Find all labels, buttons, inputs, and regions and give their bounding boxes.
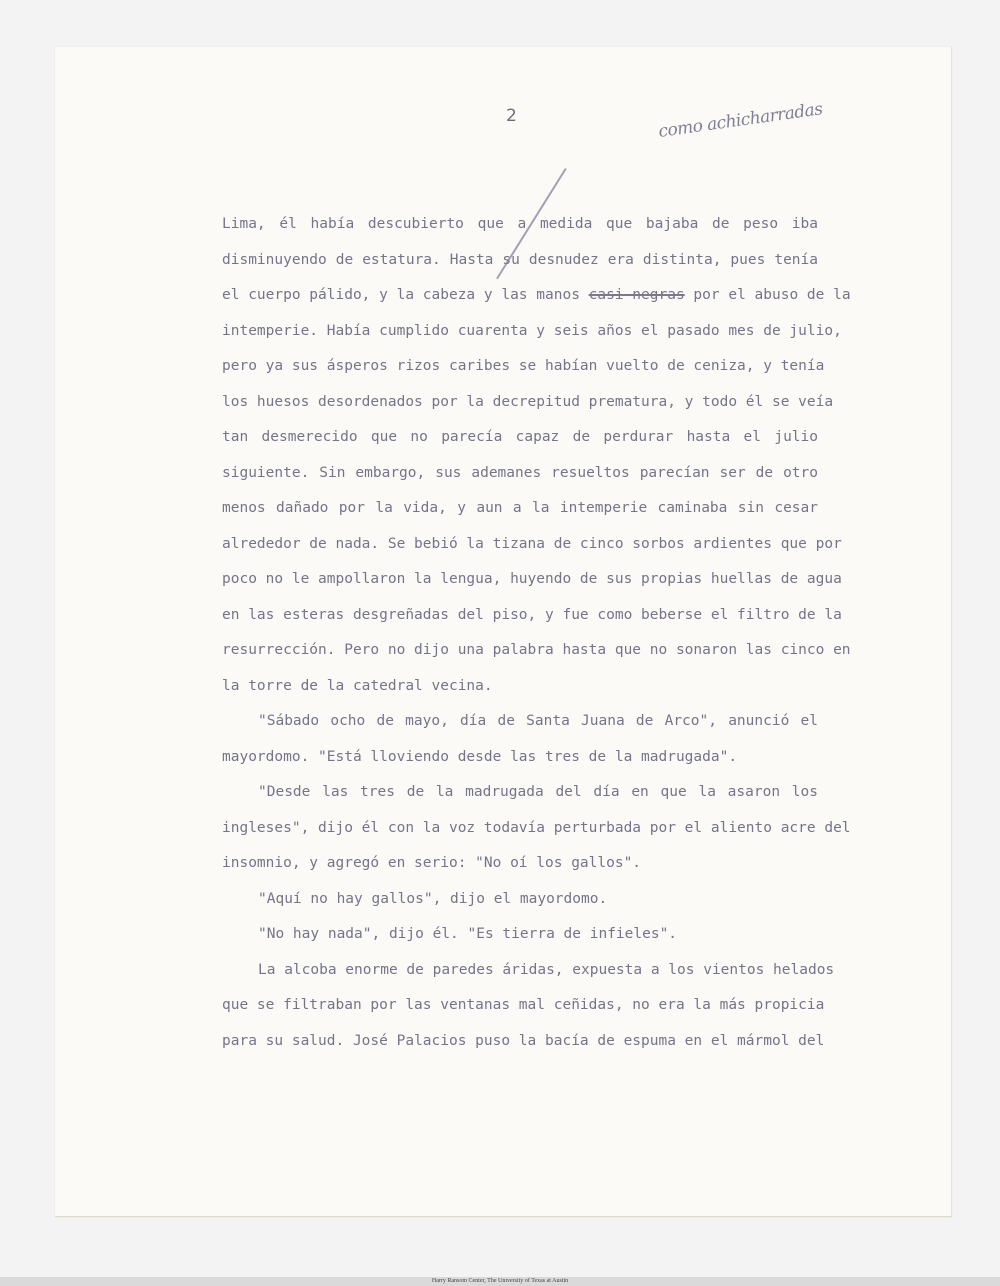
text-line: poco no le ampollaron la lengua, huyendo de sus propias huellas de agua: [222, 571, 842, 587]
text-line: que se filtraban por las ventanas mal ceñidas, no era la más propicia: [222, 997, 825, 1013]
text-line: tan desmerecido que no parecía capaz de perdurar hasta el julio: [222, 429, 818, 445]
text-line: ingleses", dijo él con la voz todavía perturbada por el aliento acre del: [222, 819, 851, 836]
text-line: en las esteras desgreñadas del piso, y fue como beberse el filtro de la: [222, 606, 842, 623]
text-line: para su salud. José Palacios puso la bacía de espuma en el mármol del: [222, 1032, 825, 1049]
text-line: los huesos desordenados por la decrepitud prematura, y todo él se veía: [222, 393, 834, 410]
text-line: menos dañado por la vida, y aun a la intemperie caminaba sin cesar: [222, 500, 818, 516]
text-line: siguiente. Sin embargo, sus ademanes resueltos parecían ser de otro: [222, 464, 818, 481]
text-line-with-edit: [222, 278, 851, 314]
text-line: "Sábado ocho de mayo, día de Santa Juana de Arco", anunció el: [258, 713, 818, 729]
text-line: disminuyendo de estatura. Hasta su desnudez era distinta, pues tenía: [222, 251, 818, 268]
text-segment: el cuerpo pálido, y la cabeza y las manos: [222, 287, 589, 303]
text-line: pero ya sus ásperos rizos caribes se habían vuelto de ceniza, y tenía: [222, 358, 825, 374]
text-line: la torre de la catedral vecina.: [222, 677, 493, 694]
text-line: intemperie. Había cumplido cuarenta y seis años el pasado mes de julio,: [222, 322, 842, 339]
text-line: Lima, él había descubierto que a medida que bajaba de peso iba: [222, 216, 818, 232]
text-line: "Aquí no hay gallos", dijo el mayordomo.: [258, 890, 608, 907]
text-segment: por el abuso de la: [684, 287, 851, 303]
text-line: mayordomo. "Está lloviendo desde las tres de la madrugada".: [222, 748, 738, 765]
text-line: alrededor de nada. Se bebió la tizana de cinco sorbos ardientes que por: [222, 535, 842, 552]
text-line: "No hay nada", dijo él. "Es tierra de infieles".: [258, 926, 678, 942]
handwritten-margin-annotation: como achicharradas: [657, 99, 824, 142]
text-line: La alcoba enorme de paredes áridas, expuesta a los vientos helados: [258, 961, 835, 978]
typescript-body: [222, 207, 851, 1059]
text-line: resurrección. Pero no dijo una palabra hasta que no sonaron las cinco en: [222, 642, 851, 658]
archive-credit-footer: Harry Ransom Center, The University of Texas at Austin: [0, 1277, 1000, 1286]
page-number: 2: [506, 106, 517, 126]
text-line: insomnio, y agregó en serio: "No oí los gallos".: [222, 855, 642, 871]
text-line: "Desde las tres de la madrugada del día en que la asaron los: [258, 784, 818, 800]
struck-through-text: casi negras: [588, 287, 685, 303]
